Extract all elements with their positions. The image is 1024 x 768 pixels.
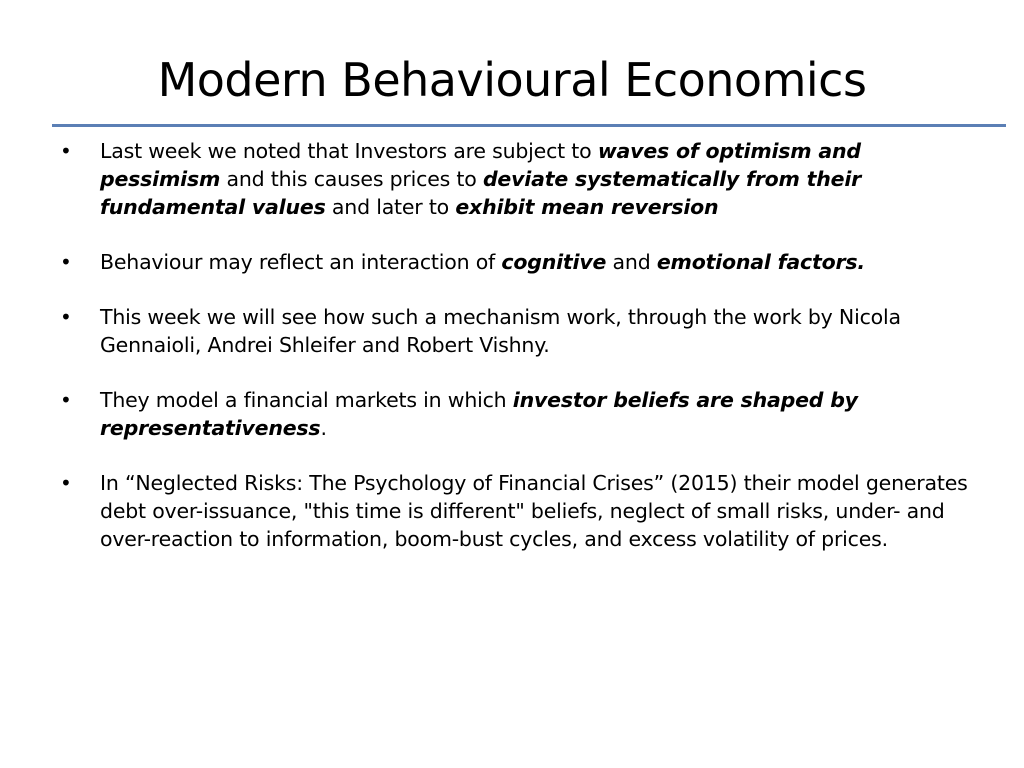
emphasized-text: emotional factors. (656, 250, 865, 274)
bullet-item (60, 303, 980, 359)
bullet-text-run: and (606, 250, 657, 274)
bullet-item (60, 137, 980, 221)
bullet-text (100, 305, 901, 357)
bullet-icon: • (60, 139, 72, 163)
bullet-item (60, 469, 980, 553)
bullet-text-run: . (320, 416, 327, 440)
emphasized-text: deviate systematically from their fundamental values (100, 167, 862, 219)
bullet-text (100, 388, 858, 440)
bullet-text-run: and later to (325, 195, 456, 219)
emphasized-text: waves of optimism and pessimism (100, 139, 861, 191)
bullet-text-run: and this causes prices to (220, 167, 483, 191)
slide-title: Modern Behavioural Economics (157, 53, 867, 107)
bullet-list (60, 137, 980, 580)
bullet-text-run: They model a financial markets in which (100, 388, 513, 412)
bullet-item (60, 248, 980, 276)
bullet-icon: • (60, 305, 72, 329)
bullet-item (60, 386, 980, 442)
emphasized-text: investor beliefs are shaped by representativeness (100, 388, 858, 440)
emphasized-text: exhibit mean reversion (455, 195, 719, 219)
bullet-text-run: Behaviour may reflect an interaction of (100, 250, 502, 274)
title-underline (52, 124, 1006, 127)
bullet-text (100, 139, 861, 219)
bullet-text-run: This week we will see how such a mechanism work, through the work by Nicola Gennaioli, Andrei Shleifer and Robert Vishny. (100, 305, 901, 357)
bullet-text-run: Last week we noted that Investors are subject to (100, 139, 598, 163)
bullet-icon: • (60, 471, 72, 495)
bullet-text (100, 250, 865, 274)
bullet-icon: • (60, 388, 72, 412)
emphasized-text: cognitive (501, 250, 607, 274)
bullet-icon: • (60, 250, 72, 274)
bullet-text-run: In “Neglected Risks: The Psychology of Financial Crises” (2015) their model generates debt over-issuance, "this time is different" beliefs, neglect of small risks, under- and over-reaction to information, boom-bust cycles, and excess volatility of prices. (100, 471, 968, 551)
bullet-text (100, 471, 968, 551)
